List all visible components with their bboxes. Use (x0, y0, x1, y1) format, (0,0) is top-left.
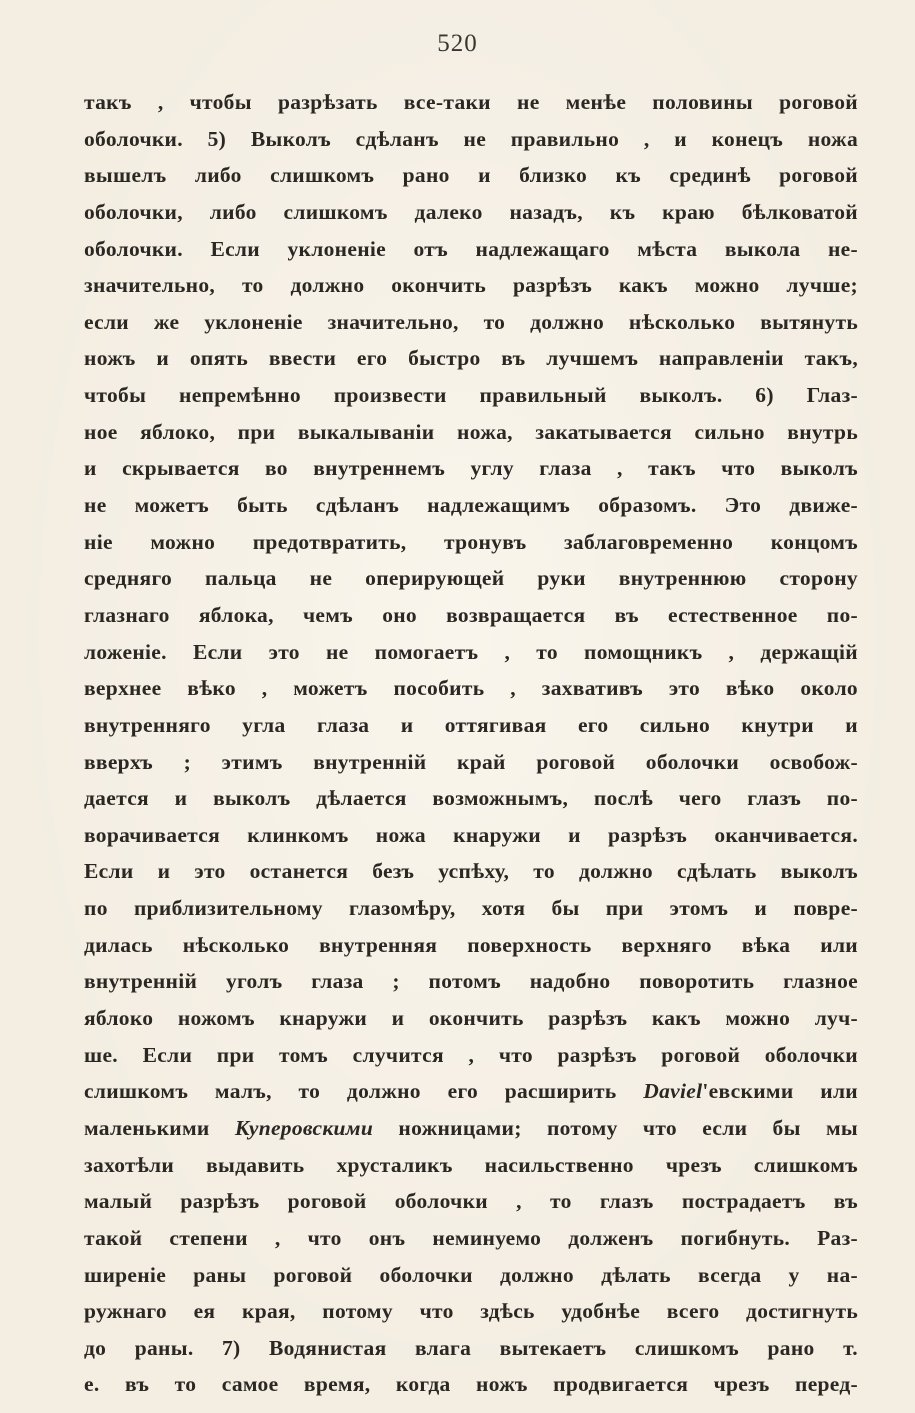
text-line: чтобы непремѣнно произвести правильный выколъ. 6) Глаз- (84, 383, 858, 408)
text-line: ворачивается клинкомъ ножа кнаружи и разрѣзъ оканчивается. (84, 822, 858, 847)
text-line: глазнаго яблока, чемъ оно возвращается въ естественное по- (84, 602, 858, 627)
text-line: такой степени , что онъ неминуемо долженъ погибнуть. Раз- (84, 1225, 858, 1250)
text-line: яблоко ножомъ кнаружи и окончить разрѣзъ какъ можно луч- (84, 1006, 858, 1031)
text-line: вверхъ ; этимъ внутренній край роговой оболочки освобож- (84, 749, 858, 774)
text-line: малый разрѣзъ роговой оболочки , то глазъ пострадаетъ въ (84, 1189, 858, 1214)
text-line: ружнаго ея края, потому что здѣсь удобнѣе всего достигнуть (84, 1299, 858, 1324)
page-number: 520 (437, 30, 478, 57)
text-line: ножъ и опять ввести его быстро въ лучшемъ направленіи такъ, (84, 346, 858, 371)
text-line: такъ , чтобы разрѣзать все-таки не менѣе половины роговой (84, 90, 858, 114)
text-line: не можетъ быть сдѣланъ надлежащимъ образомъ. Это движе- (84, 493, 858, 518)
text-line: оболочки. 5) Выколъ сдѣланъ не правильно , и конецъ ножа (84, 126, 858, 151)
text-line: маленькими Куперовскими ножницами; потому что если бы мы (84, 1115, 858, 1140)
text-line: по приблизительному глазомѣру, хотя бы при этомъ и повре- (84, 896, 858, 921)
text-line: внутренній уголъ глаза ; потомъ надобно поворотить глазное (84, 969, 858, 994)
text-line: ное яблоко, при выкалываніи ножа, закатывается сильно внутрь (84, 419, 858, 444)
italic-phrase: Куперовскими (234, 1115, 374, 1140)
text-line: дилась нѣсколько внутренняя поверхность верхняго вѣка или (84, 932, 858, 957)
text-line: е. въ то самое время, когда ножъ продвигается чрезъ перед- (84, 1372, 858, 1397)
text-line: до раны. 7) Водянистая влага вытекаетъ слишкомъ рано т. (84, 1335, 858, 1360)
text-line: если же уклоненіе значительно, то должно нѣсколько вытянуть (84, 309, 858, 334)
text-line: внутренняго угла глаза и оттягивая его сильно кнутри и (84, 712, 858, 737)
italic-phrase: Daviel (643, 1079, 703, 1104)
text-line: слишкомъ малъ, то должно его расширить Daviel'евскими или (84, 1079, 858, 1104)
text-line: значительно, то должно окончить разрѣзъ какъ можно лучше; (84, 273, 858, 298)
text-line: оболочки. Если уклоненіе отъ надлежащаго мѣста выкола не- (84, 236, 858, 261)
text-line: ше. Если при томъ случится , что разрѣзъ роговой оболочки (84, 1042, 858, 1067)
text-line: ніе можно предотвратить, тронувъ заблаговременно концомъ (84, 529, 858, 554)
text-line: ширеніе раны роговой оболочки должно дѣлать всегда у на- (84, 1262, 858, 1287)
text-line: Если и это останется безъ успѣху, то должно сдѣлать выколъ (84, 859, 858, 884)
text-line: оболочки, либо слишкомъ далеко назадъ, къ краю бѣлковатой (84, 199, 858, 224)
text-line: дается и выколъ дѣлается возможнымъ, послѣ чего глазъ по- (84, 786, 858, 811)
text-line: захотѣли выдавить хрусталикъ насильственно чрезъ слишкомъ (84, 1152, 858, 1177)
text-line: вышелъ либо слишкомъ рано и близко къ срединѣ роговой (84, 163, 858, 188)
text-line: ложеніе. Если это не помогаетъ , то помощникъ , держащій (84, 639, 858, 664)
text-line: средняго пальца не оперирующей руки внутреннюю сторону (84, 566, 858, 591)
text-line: верхнее вѣко , можетъ пособить , захвативъ это вѣко около (84, 676, 858, 701)
text-line: и скрывается во внутреннемъ углу глаза , такъ что выколъ (84, 456, 858, 481)
body-text (84, 84, 858, 1403)
